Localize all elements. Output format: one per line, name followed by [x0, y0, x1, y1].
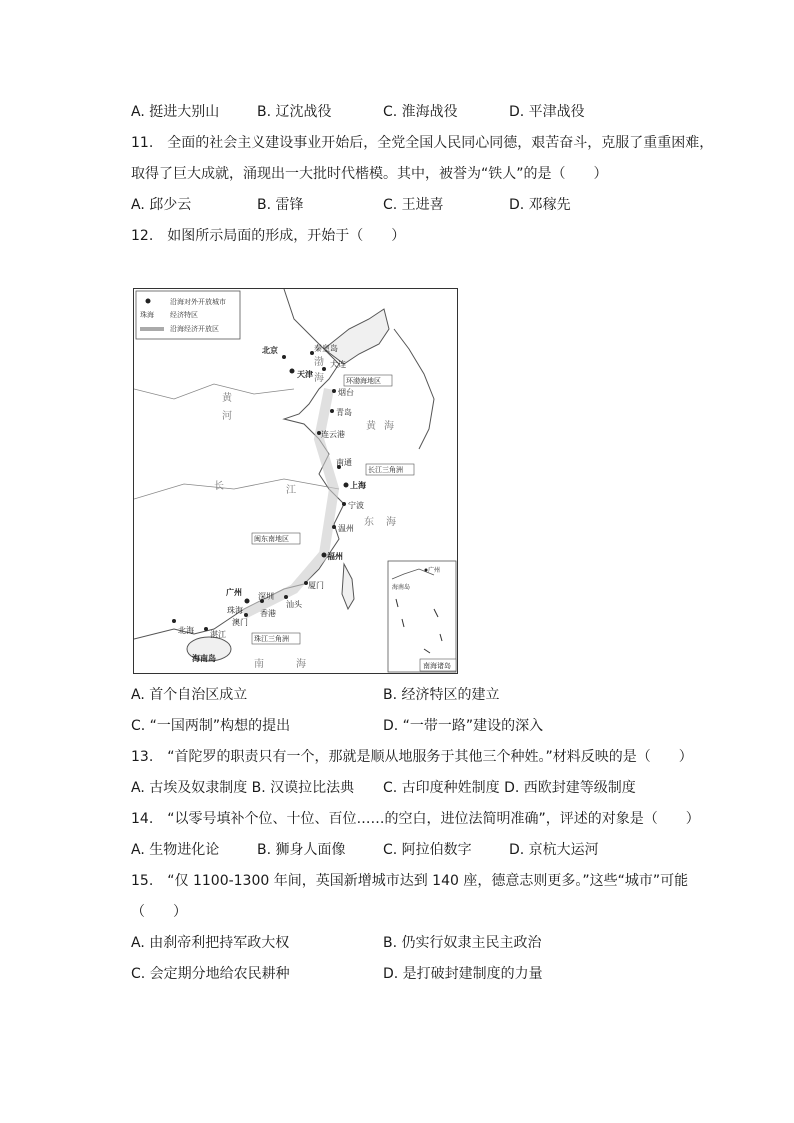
- q13-stem: 13. “首陀罗的职责只有一个，那就是顺从地服务于其他三个种姓。”材料反映的是（ ）: [131, 749, 693, 765]
- q14-option-a: A. 生物进化论: [131, 842, 220, 858]
- sea-huang-2: 海: [384, 421, 394, 432]
- q10-option-c: C. 淮海战役: [383, 104, 458, 120]
- sea-huang-1: 黄: [366, 421, 376, 432]
- city-qingdao: 青岛: [336, 408, 352, 417]
- dot-beihai: [172, 619, 176, 623]
- q13-option-cd: C. 古印度种姓制度 D. 西欧封建等级制度: [383, 780, 636, 796]
- city-zhuhai: 珠海: [227, 606, 243, 615]
- region-bohai: 环渤海地区: [346, 377, 381, 385]
- dot-zhuhai: [244, 613, 248, 617]
- legend-sez: 经济特区: [170, 311, 198, 319]
- region-mindongnan: 闽东南地区: [254, 535, 289, 543]
- q15-option-c: C. 会定期分地给农民耕种: [131, 966, 290, 982]
- city-macau: 澳门: [232, 618, 248, 627]
- inset-box: [388, 561, 456, 672]
- city-wenzhou: 温州: [338, 524, 354, 533]
- q12-stem: 12. 如图所示局面的形成，开始于（ ）: [131, 228, 406, 244]
- inset-guangzhou: 广州: [428, 567, 441, 574]
- label-hainan: 海南岛: [192, 654, 216, 663]
- q15-stem-line2: （ ）: [131, 904, 187, 920]
- legend-open-city: 沿海对外开放城市: [170, 298, 226, 306]
- sea-bo-1: 渤: [314, 357, 324, 368]
- legend-swatch-text: 珠海: [140, 311, 154, 319]
- inset-title: 南海诸岛: [423, 662, 451, 670]
- legend-coastal-zone: 沿海经济开放区: [170, 325, 219, 333]
- q13-option-ab: A. 古埃及奴隶制度 B. 汉谟拉比法典: [131, 780, 355, 796]
- city-xiamen: 厦门: [308, 581, 324, 590]
- city-beihai: 北海: [178, 626, 194, 635]
- q11-option-c: C. 王进喜: [383, 197, 444, 213]
- sea-nan-2: 海: [296, 659, 306, 670]
- sea-dong-2: 海: [386, 517, 396, 528]
- city-beijing: 北京: [262, 346, 278, 355]
- q14-option-c: C. 阿拉伯数字: [383, 842, 472, 858]
- sea-nan-1: 南: [254, 659, 264, 670]
- yellow-river: [134, 384, 294, 399]
- city-ningbo: 宁波: [348, 501, 364, 510]
- sea-bo-2: 海: [314, 373, 324, 384]
- q10-option-a: A. 挺进大别山: [131, 104, 220, 120]
- taiwan: [342, 564, 354, 609]
- city-shenzhen: 深圳: [258, 592, 274, 601]
- q14-option-b: B. 狮身人面像: [257, 842, 346, 858]
- dot-beijing: [282, 355, 286, 359]
- city-shanghai: 上海: [350, 481, 366, 490]
- coastal-open-map: [133, 288, 458, 674]
- river-huang-1: 黄: [222, 393, 232, 404]
- peninsula: [324, 309, 389, 364]
- legend-dot: [146, 299, 151, 304]
- q12-option-b: B. 经济特区的建立: [383, 687, 500, 703]
- city-fuzhou: 福州: [327, 552, 343, 561]
- q10-option-b: B. 辽沈战役: [257, 104, 332, 120]
- region-yangtze: 长江三角洲: [368, 466, 403, 474]
- city-shantou: 汕头: [286, 600, 302, 609]
- city-lianyungang: 连云港: [321, 430, 345, 439]
- city-nantong: 南通: [336, 458, 352, 467]
- city-guangzhou: 广州: [226, 588, 242, 597]
- dot-wenzhou: [332, 525, 336, 529]
- q11-option-b: B. 雷锋: [257, 197, 304, 213]
- korea-coast: [394, 329, 434, 449]
- dot-tianjin: [290, 369, 295, 374]
- inset-hainan: 海南岛: [392, 584, 411, 591]
- dot-yantai: [332, 389, 336, 393]
- q14-option-d: D. 京杭大运河: [509, 842, 599, 858]
- q12-option-a: A. 首个自治区成立: [131, 687, 248, 703]
- q14-stem: 14. “以零号填补个位、十位、百位……的空白，进位法简明准确”，评述的对象是（ ）: [131, 811, 700, 827]
- q15-option-d: D. 是打破封建制度的力量: [383, 966, 543, 982]
- city-qinhuangdao: 秦皇岛: [314, 344, 338, 353]
- dot-shantou: [284, 595, 288, 599]
- q12-option-d: D. “一带一路”建设的深入: [383, 718, 544, 734]
- dot-ningbo: [342, 502, 346, 506]
- river-chang-1: 长: [214, 481, 224, 492]
- river-huang-2: 河: [222, 411, 232, 422]
- q15-stem-line1: 15. “仅 1100-1300 年间，英国新增城市达到 140 座，德意志则更多。”这些“城市”可能: [131, 873, 689, 889]
- q11-option-d: D. 邓稼先: [509, 197, 571, 213]
- city-hongkong: 香港: [260, 609, 276, 618]
- dot-zhanjiang: [204, 627, 208, 631]
- city-yantai: 烟台: [338, 388, 354, 397]
- city-dalian: 大连: [330, 360, 346, 369]
- q11-stem-line1: 11. 全面的社会主义建设事业开始后，全党全国人民同心同德，艰苦奋斗，克服了重重困难，: [131, 135, 714, 151]
- dot-shanghai: [344, 483, 349, 488]
- dot-qingdao: [330, 409, 334, 413]
- q10-option-d: D. 平津战役: [509, 104, 585, 120]
- q11-stem-line2: 取得了巨大成就，涌现出一大批时代楷模。其中，被誉为“铁人”的是（ ）: [131, 166, 608, 182]
- dot-guangzhou: [245, 599, 250, 604]
- q15-option-b: B. 仍实行奴隶主民主政治: [383, 935, 542, 951]
- city-zhanjiang: 湛江: [210, 630, 226, 639]
- q15-option-a: A. 由刹帝利把持军政大权: [131, 935, 290, 951]
- region-pearl: 珠江三角洲: [254, 635, 289, 643]
- yangtze-river: [134, 479, 339, 499]
- q12-option-c: C. “一国两制”构想的提出: [131, 718, 291, 734]
- dot-fuzhou: [322, 553, 327, 558]
- city-tianjin: 天津: [297, 370, 313, 379]
- sea-dong-1: 东: [364, 517, 374, 528]
- river-chang-2: 江: [286, 485, 296, 496]
- q11-option-a: A. 邱少云: [131, 197, 192, 213]
